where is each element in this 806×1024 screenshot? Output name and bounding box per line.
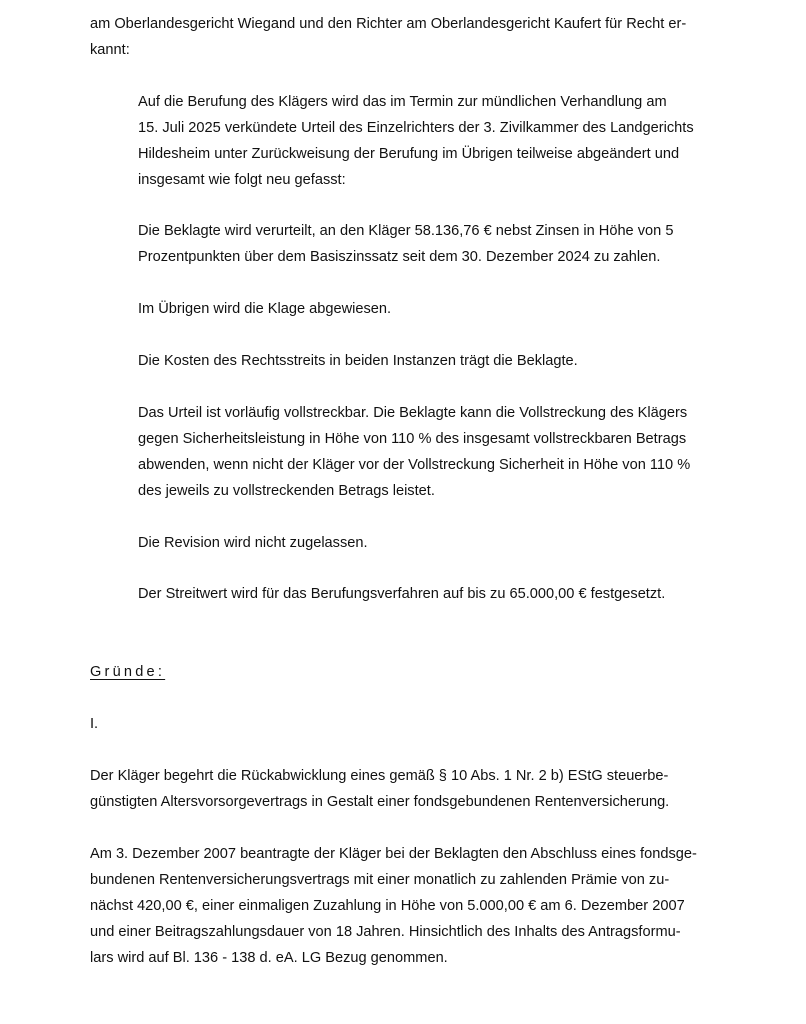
intro-line: kannt: bbox=[90, 42, 130, 58]
tenor-line: insgesamt wie folgt neu gefasst: bbox=[138, 172, 346, 188]
tenor-line: Der Streitwert wird für das Berufungsverfahren auf bis zu 65.000,00 € festgesetzt. bbox=[138, 586, 666, 602]
tenor-line: Die Kosten des Rechtsstreits in beiden Instanzen trägt die Beklagte. bbox=[138, 353, 578, 369]
tenor-line: 15. Juli 2025 verkündete Urteil des Einzelrichters der 3. Zivilkammer des Landgerichts bbox=[138, 120, 694, 136]
reasons-line: lars wird auf Bl. 136 - 138 d. eA. LG Bezug genommen. bbox=[90, 950, 448, 966]
tenor-line: Prozentpunkten über dem Basiszinssatz seit dem 30. Dezember 2024 zu zahlen. bbox=[138, 249, 661, 265]
tenor-line: gegen Sicherheitsleistung in Höhe von 110 % des insgesamt vollstreckbaren Betrags bbox=[138, 431, 687, 447]
tenor-line: Die Revision wird nicht zugelassen. bbox=[138, 535, 368, 551]
intro-line: am Oberlandesgericht Wiegand und den Richter am Oberlandesgericht Kaufert für Recht er- bbox=[90, 16, 687, 32]
section-number: I. bbox=[90, 716, 99, 732]
tenor-line: Das Urteil ist vorläufig vollstreckbar. Die Beklagte kann die Vollstreckung des Klägers bbox=[138, 405, 688, 421]
tenor-line: Die Beklagte wird verurteilt, an den Kläger 58.136,76 € nebst Zinsen in Höhe von 5 bbox=[138, 223, 674, 239]
reasons-line: günstigten Altersvorsorgevertrags in Gestalt einer fondsgebundenen Rentenversicherung. bbox=[90, 794, 670, 810]
reasons-line: und einer Beitragszahlungsdauer von 18 Jahren. Hinsichtlich des Inhalts des Antragsformu- bbox=[90, 924, 681, 940]
tenor-line: Hildesheim unter Zurückweisung der Berufung im Übrigen teilweise abgeändert und bbox=[138, 146, 680, 162]
tenor-line: Im Übrigen wird die Klage abgewiesen. bbox=[138, 301, 392, 317]
reasons-line: Am 3. Dezember 2007 beantragte der Kläger bei der Beklagten den Abschluss eines fondsge- bbox=[90, 846, 697, 862]
reasons-line: nächst 420,00 €, einer einmaligen Zuzahlung in Höhe von 5.000,00 € am 6. Dezember 2007 bbox=[90, 898, 685, 914]
reasons-line: Der Kläger begehrt die Rückabwicklung eines gemäß § 10 Abs. 1 Nr. 2 b) EStG steuerbe- bbox=[90, 768, 669, 784]
reasons-heading: Gründe: bbox=[90, 664, 166, 680]
tenor-line: des jeweils zu vollstreckenden Betrags leistet. bbox=[138, 483, 435, 499]
reasons-line: bundenen Rentenversicherungsvertrags mit einer monatlich zu zahlenden Prämie von zu- bbox=[90, 872, 670, 888]
tenor-line: Auf die Berufung des Klägers wird das im Termin zur mündlichen Verhandlung am bbox=[138, 94, 667, 110]
tenor-line: abwenden, wenn nicht der Kläger vor der Vollstreckung Sicherheit in Höhe von 110 % bbox=[138, 457, 691, 473]
